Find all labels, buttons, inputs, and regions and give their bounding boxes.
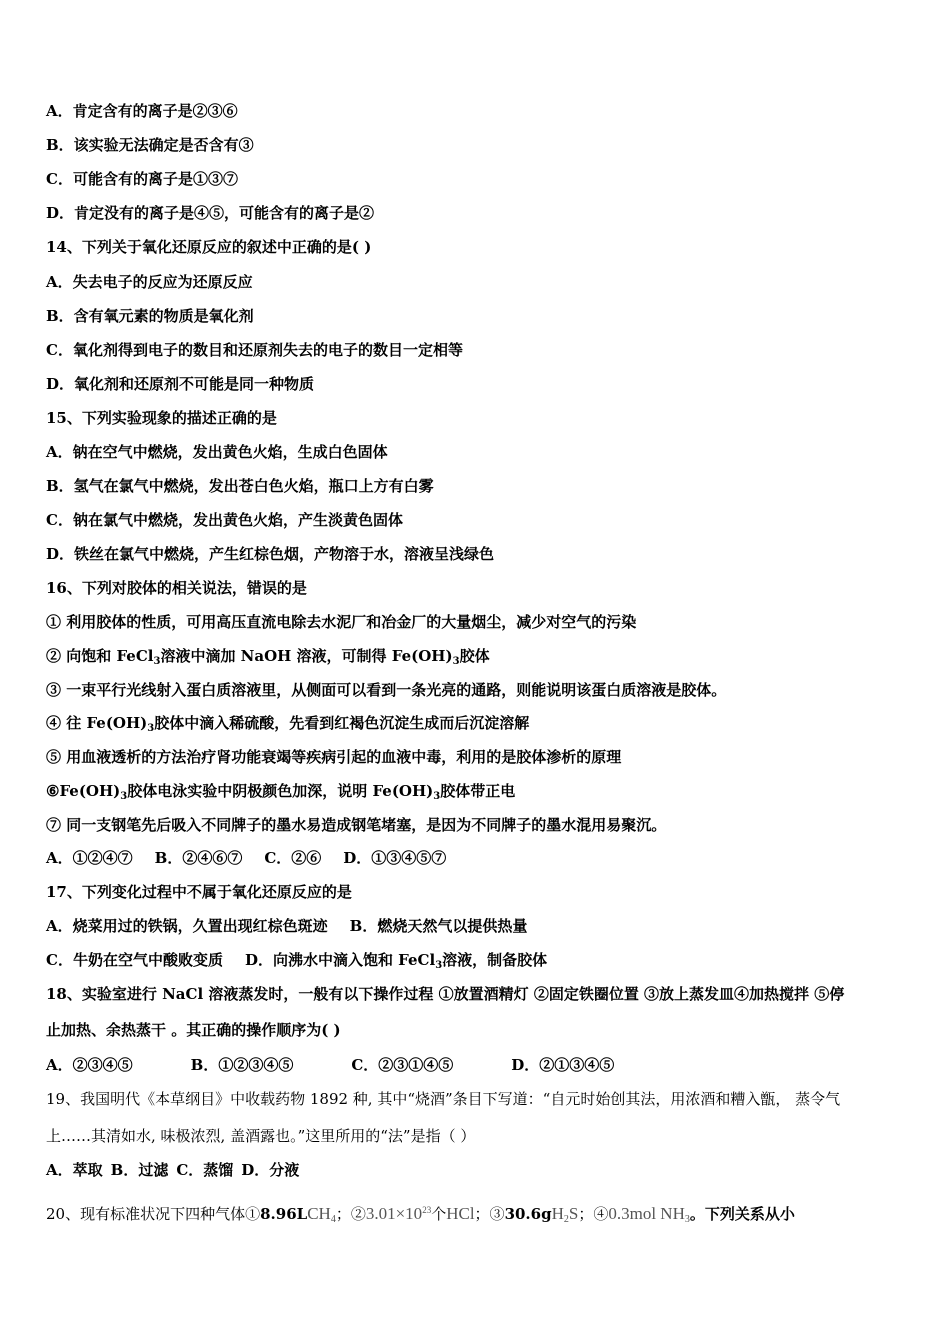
q16-statement-6-part2: 胶体电泳实验中阴极颜色加深，说明 Fe(OH) xyxy=(127,782,434,800)
q20-formula-h2s-sub: 2 xyxy=(563,1214,569,1225)
q16-stem xyxy=(46,578,908,598)
q16-statement-5 xyxy=(46,747,908,767)
q18-options xyxy=(46,1055,908,1075)
q20-formula-h2s-h: H xyxy=(551,1204,564,1223)
q20-formula-h2s-s: S xyxy=(568,1204,579,1223)
q16-stem-text: 16、下列对胶体的相关说法，错误的是 xyxy=(46,579,307,597)
q16-statement-5-text: ⑤ 用血液透析的方法治疗肾功能衰竭等疾病引起的血液中毒，利用的是胶体渗析的原理 xyxy=(46,748,622,766)
q14-option-a-text: A．失去电子的反应为还原反应 xyxy=(46,273,253,291)
q20-value-1: 8.96L xyxy=(260,1205,308,1223)
q20-text-3: 。下列关系从小 xyxy=(689,1205,795,1223)
q20-formula-count-exp: 23 xyxy=(422,1205,432,1215)
q13-option-a-text: A．肯定含有的离子是②③⑥ xyxy=(46,102,238,120)
q19-option-c: C．蒸馏 xyxy=(176,1161,234,1179)
q20-separator-2: ；③ xyxy=(474,1205,505,1223)
q15-stem-text: 15、下列实验现象的描述正确的是 xyxy=(46,409,277,427)
q16-statement-4-part1: ④ 往 Fe(OH) xyxy=(46,714,148,732)
q17-option-d-part1: D．向沸水中滴入饱和 FeCl xyxy=(244,951,436,969)
q18-stem-line1 xyxy=(46,984,908,1004)
q15-option-b-text: B．氢气在氯气中燃烧，发出苍白色火焰，瓶口上方有白雾 xyxy=(46,477,434,495)
q15-option-a-text: A．钠在空气中燃烧，发出黄色火焰，生成白色固体 xyxy=(46,443,388,461)
q16-statement-7-text: ⑦ 同一支钢笔先后吸入不同牌子的墨水易造成钢笔堵塞，是因为不同牌子的墨水混用易聚沉。 xyxy=(46,816,667,834)
q20-text-2: 个 xyxy=(431,1205,447,1223)
q16-statement-2-sub1: 3 xyxy=(153,656,161,667)
q20-number: 20、 xyxy=(46,1205,81,1223)
q13-option-a xyxy=(46,101,908,121)
q17-option-c: C．牛奶在空气中酸败变质 xyxy=(46,951,223,969)
q16-statement-3 xyxy=(46,680,908,700)
q16-statement-2-sub2: 3 xyxy=(452,656,460,667)
q20-formula-hcl: HCl xyxy=(446,1204,475,1223)
q15-option-c-text: C．钠在氯气中燃烧，发出黄色火焰，产生淡黄色固体 xyxy=(46,511,403,529)
q16-statement-1 xyxy=(46,612,908,632)
q13-option-c-text: C．可能含有的离子是①③⑦ xyxy=(46,170,238,188)
q20-formula-ch4-sub: 4 xyxy=(330,1214,336,1225)
q14-stem-text: 14、下列关于氧化还原反应的叙述中正确的是( ) xyxy=(46,238,372,256)
q16-option-a: A．①②④⑦ xyxy=(46,849,133,867)
q13-option-b xyxy=(46,135,908,155)
q17-option-a: A．烧菜用过的铁锅，久置出现红棕色斑迹 xyxy=(46,917,328,935)
q19-stem-line2 xyxy=(46,1126,908,1146)
q20-separator-3: ；④ xyxy=(578,1205,609,1223)
q19-stem-line1 xyxy=(46,1089,908,1109)
q16-statement-4-part2: 胶体中滴入稀硫酸，先看到红褐色沉淀生成而后沉淀溶解 xyxy=(154,714,530,732)
q16-statement-3-text: ③ 一束平行光线射入蛋白质溶液里，从侧面可以看到一条光亮的通路，则能说明该蛋白质溶液是胶体。 xyxy=(46,681,727,699)
q19-option-b: B．过滤 xyxy=(110,1161,169,1179)
q16-option-d: D．①③④⑤⑦ xyxy=(343,849,447,867)
q19-stem-line2-text: 上……其清如水, 味极浓烈, 盖酒露也。”这里所用的“法”是指（ ） xyxy=(46,1127,476,1145)
q19-option-a: A．萃取 xyxy=(46,1161,103,1179)
q20-value-3: 30.6g xyxy=(504,1205,552,1223)
q20-formula-count: 3.01×10 xyxy=(365,1204,423,1223)
q17-options-row1 xyxy=(46,916,908,936)
q16-statement-6-sub2: 3 xyxy=(433,791,441,802)
q20-formula-nh3: 0.3mol NH xyxy=(608,1204,685,1223)
q16-statement-7 xyxy=(46,815,908,835)
q13-option-c xyxy=(46,169,908,189)
q16-statement-6-part3: 胶体带正电 xyxy=(440,782,516,800)
q14-option-b-text: B．含有氧元素的物质是氧化剂 xyxy=(46,307,254,325)
q18-option-c: C．②③①④⑤ xyxy=(351,1056,454,1074)
q13-option-d-text: D．肯定没有的离子是④⑤，可能含有的离子是② xyxy=(46,204,375,222)
q16-statement-6 xyxy=(46,781,908,801)
q16-statement-2 xyxy=(46,646,908,666)
q16-option-b: B．②④⑥⑦ xyxy=(154,849,243,867)
q18-option-a: A．②③④⑤ xyxy=(46,1056,133,1074)
q14-option-b xyxy=(46,306,908,326)
q17-option-d-part2: 溶液，制备胶体 xyxy=(442,951,548,969)
q15-option-d xyxy=(46,544,908,564)
q18-stem-line2-text: 止加热、余热蒸干 。其正确的操作顺序为( ) xyxy=(46,1021,341,1039)
q13-option-b-text: B．该实验无法确定是否含有③ xyxy=(46,136,254,154)
q17-stem-text: 17、下列变化过程中不属于氧化还原反应的是 xyxy=(46,883,352,901)
q14-stem xyxy=(46,237,908,257)
q16-statement-6-part1: ⑥Fe(OH) xyxy=(46,782,121,800)
q20-separator-1: ；② xyxy=(335,1205,366,1223)
q19-options xyxy=(46,1160,908,1180)
q15-option-a xyxy=(46,442,908,462)
q18-stem-line1-text: 18、实验室进行 NaCl 溶液蒸发时，一般有以下操作过程 ①放置酒精灯 ②固定铁圈位置 ③放上蒸发皿④加热搅拌 ⑤停 xyxy=(46,985,845,1003)
q19-stem-line1-text: 19、我国明代《本草纲目》中收载药物 1892 种, 其中“烧酒”条目下写道：“自元时始创其法，用浓酒和糟入甑， 蒸令气 xyxy=(46,1090,841,1108)
q14-option-d xyxy=(46,374,908,394)
q18-option-b: B．①②③④⑤ xyxy=(190,1056,294,1074)
q14-option-c xyxy=(46,340,908,360)
q19-option-d: D．分液 xyxy=(241,1161,300,1179)
q20-formula-nh3-sub: 3 xyxy=(684,1214,690,1225)
q16-statement-4 xyxy=(46,713,908,733)
q16-option-c: C．②⑥ xyxy=(264,849,322,867)
q15-option-d-text: D．铁丝在氯气中燃烧，产生红棕色烟，产物溶于水，溶液呈浅绿色 xyxy=(46,545,495,563)
q17-option-b: B．燃烧天然气以提供热量 xyxy=(349,917,528,935)
q16-statement-1-text: ① 利用胶体的性质，可用高压直流电除去水泥厂和冶金厂的大量烟尘，减少对空气的污染 xyxy=(46,613,637,631)
q16-statement-6-sub1: 3 xyxy=(120,791,128,802)
q14-option-c-text: C．氧化剂得到电子的数目和还原剂失去的电子的数目一定相等 xyxy=(46,341,463,359)
q16-statement-2-part1: ② 向饱和 FeCl xyxy=(46,647,154,665)
q17-options-row2 xyxy=(46,950,908,970)
q15-stem xyxy=(46,408,908,428)
q20-stem xyxy=(46,1204,908,1224)
q14-option-a xyxy=(46,272,908,292)
q16-statement-2-part2: 溶液中滴加 NaOH 溶液，可制得 Fe(OH) xyxy=(160,647,453,665)
q20-text-1: 现有标准状况下四种气体① xyxy=(80,1205,261,1223)
q14-option-d-text: D．氧化剂和还原剂不可能是同一种物质 xyxy=(46,375,315,393)
q17-stem xyxy=(46,882,908,902)
q15-option-b xyxy=(46,476,908,496)
q16-statement-4-sub1: 3 xyxy=(147,723,155,734)
q20-formula-ch4: CH xyxy=(307,1204,331,1223)
q13-option-d xyxy=(46,203,908,223)
q17-option-d-sub: 3 xyxy=(435,960,443,971)
q18-option-d: D．②①③④⑤ xyxy=(511,1056,615,1074)
q16-statement-2-part3: 胶体 xyxy=(459,647,490,665)
q18-stem-line2 xyxy=(46,1020,908,1040)
q16-options xyxy=(46,848,908,868)
q15-option-c xyxy=(46,510,908,530)
